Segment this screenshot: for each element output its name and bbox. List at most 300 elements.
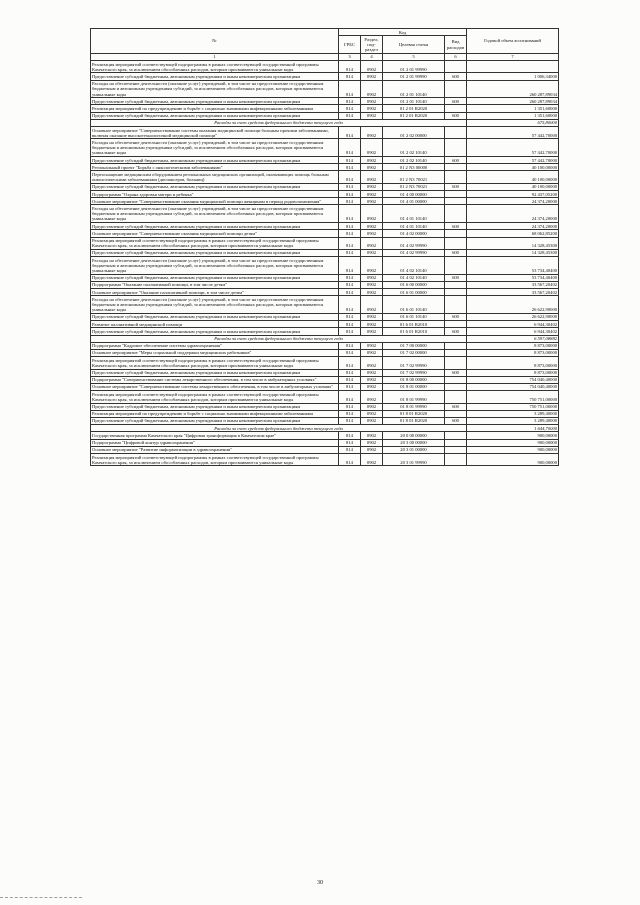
row-expense-type: 600 (445, 223, 467, 230)
row-section: 0902 (361, 376, 383, 383)
row-target-item: 01 8 01 R2020 (383, 417, 445, 424)
row-grbs: 814 (339, 98, 361, 105)
row-grbs: 814 (339, 281, 361, 288)
row-grbs: 814 (339, 446, 361, 453)
row-grbs: 814 (339, 296, 361, 314)
table-row (91, 223, 559, 230)
row-grbs: 814 (339, 230, 361, 237)
row-expense-type (445, 257, 467, 275)
row-expense-type (445, 191, 467, 198)
table-row (91, 369, 559, 376)
scan-edge-line (0, 897, 82, 899)
table-row (91, 391, 559, 403)
row-section: 0902 (361, 139, 383, 157)
row-section: 0902 (361, 171, 383, 183)
row-section: 0902 (361, 369, 383, 376)
row-name: Основное мероприятие "Совершенствование оказания медицинской помощи детям" (91, 230, 339, 237)
row-sum: 750 751,00000 (467, 403, 559, 410)
table-row (91, 157, 559, 164)
row-target-item: 01 2 N3 00000 (383, 164, 445, 171)
row-expense-type: 600 (445, 313, 467, 320)
row-name: Предоставление субсидий бюджетным, автономным учреждениям и иным некоммерческим организациям (91, 249, 339, 256)
row-expense-type (445, 237, 467, 249)
row-expense-type (445, 139, 467, 157)
row-section: 0902 (361, 257, 383, 275)
row-sum: 6 944,30402 (467, 328, 559, 335)
row-expense-type (445, 357, 467, 369)
row-grbs: 814 (339, 157, 361, 164)
header-index-6: 6 (445, 53, 467, 60)
row-expense-type (445, 198, 467, 205)
row-section: 0902 (361, 417, 383, 424)
row-sum: 40 100,00000 (467, 183, 559, 190)
row-name: Расходы на обеспечение деятельности (оказание услуг) учреждений, в том числе на предоставление государственным бюджетным и автономным учреждениям субсидий, за исключением обособленных расходов, которым присваиваются уникальные коды (91, 205, 339, 223)
table-row (91, 439, 559, 446)
row-grbs: 814 (339, 410, 361, 417)
row-grbs: 814 (339, 369, 361, 376)
row-section: 0902 (361, 230, 383, 237)
table-row (91, 164, 559, 171)
row-name: Развитие паллиативной медицинской помощи (91, 321, 339, 328)
row-target-item: 01 6 00 00000 (383, 281, 445, 288)
row-expense-type (445, 80, 467, 98)
row-section: 0902 (361, 73, 383, 80)
row-section: 0902 (361, 328, 383, 335)
row-section: 0902 (361, 342, 383, 349)
row-name: Основное мероприятие "Оказание паллиативной помощи, в том числе детям" (91, 289, 339, 296)
row-grbs: 814 (339, 73, 361, 80)
row-section: 0902 (361, 198, 383, 205)
federal-budget-note-row (91, 335, 559, 342)
row-target-item: 01 2 02 00000 (383, 127, 445, 139)
row-section: 0902 (361, 223, 383, 230)
row-name: Региональный проект "Борьба с онкологическими заболеваниями" (91, 164, 339, 171)
row-target-item: 01 4 02 10140 (383, 257, 445, 275)
row-grbs: 814 (339, 127, 361, 139)
note-sum: 675,80000 (467, 119, 559, 126)
row-expense-type (445, 164, 467, 171)
row-sum: 33 567,20402 (467, 289, 559, 296)
header-index-3: 3 (339, 53, 361, 60)
row-sum: 24 374,20000 (467, 198, 559, 205)
row-name: Реализация мероприятий по предупреждению и борьбе с социально значимыми инфекционными заболеваниями (91, 410, 339, 417)
row-section: 0902 (361, 432, 383, 439)
row-name: Предоставление субсидий бюджетным, автономным учреждениям и иным некоммерческим организациям (91, 98, 339, 105)
header-number: № (91, 29, 339, 54)
row-target-item: 01 4 00 00000 (383, 191, 445, 198)
federal-budget-note-row (91, 425, 559, 432)
row-expense-type (445, 454, 467, 466)
row-grbs: 814 (339, 191, 361, 198)
row-expense-type (445, 289, 467, 296)
row-name: Предоставление субсидий бюджетным, автономным учреждениям и иным некоммерческим организациям (91, 403, 339, 410)
row-name: Подпрограмма "Цифровой контур здравоохранения" (91, 439, 339, 446)
row-expense-type (445, 439, 467, 446)
table-row (91, 383, 559, 390)
row-name: Реализация мероприятий соответствующей подпрограммы в рамках соответствующей государственной программы Камчатского края, за исключением обособленных расходов, которым присваиваются уникальные коды (91, 454, 339, 466)
row-name: Предоставление субсидий бюджетным, автономным учреждениям и иным некоммерческим организациям (91, 369, 339, 376)
header-section: Раздел, под-раздел (361, 36, 383, 54)
header-annual-volume: Годовой объем ассигнований (467, 29, 559, 54)
row-name: Расходы на обеспечение деятельности (оказание услуг) учреждений, в том числе на предоставление государственным бюджетным и автономным учреждениям субсидий, за исключением обособленных расходов, которым присваиваются уникальные коды (91, 139, 339, 157)
table-row (91, 249, 559, 256)
row-sum: 26 622,90000 (467, 296, 559, 314)
row-target-item: 01 2 02 10140 (383, 139, 445, 157)
row-sum: 68 062,85200 (467, 230, 559, 237)
row-expense-type (445, 127, 467, 139)
row-expense-type: 600 (445, 98, 467, 105)
row-grbs: 814 (339, 171, 361, 183)
row-sum: 1 006,34000 (467, 73, 559, 80)
table-row (91, 80, 559, 98)
row-target-item: 01 2 N3 70021 (383, 183, 445, 190)
row-grbs: 814 (339, 376, 361, 383)
row-sum: 14 328,45300 (467, 249, 559, 256)
row-expense-type: 600 (445, 183, 467, 190)
table-row (91, 198, 559, 205)
row-name: Подпрограмма "Оказание паллиативной помощи, в том числе детям" (91, 281, 339, 288)
table-row (91, 342, 559, 349)
row-name: Расходы на обеспечение деятельности (оказание услуг) учреждений, в том числе на предоставление государственным бюджетным и автономным учреждениям субсидий, за исключением обособленных расходов, которым присваиваются уникальные коды (91, 257, 339, 275)
table-row (91, 105, 559, 112)
row-grbs: 814 (339, 417, 361, 424)
row-target-item: 01 6 01 10140 (383, 296, 445, 314)
row-section: 0902 (361, 249, 383, 256)
table-row (91, 171, 559, 183)
row-sum: 260 287,89034 (467, 98, 559, 105)
row-expense-type (445, 410, 467, 417)
row-sum: 57 442,70000 (467, 139, 559, 157)
row-name: Предоставление субсидий бюджетным, автономным учреждениям и иным некоммерческим организациям (91, 183, 339, 190)
table-row (91, 139, 559, 157)
row-expense-type (445, 205, 467, 223)
row-grbs: 814 (339, 237, 361, 249)
row-name: Расходы на обеспечение деятельности (оказание услуг) учреждений, в том числе на предоставление государственным бюджетным и автономным учреждениям субсидий, за исключением обособленных расходов, которым присваиваются уникальные коды (91, 80, 339, 98)
row-name: Реализация мероприятий соответствующей подпрограммы в рамках соответствующей государственной программы Камчатского края, за исключением обособленных расходов, которым присваиваются уникальные коды (91, 391, 339, 403)
row-section: 0902 (361, 410, 383, 417)
row-section: 0902 (361, 296, 383, 314)
row-name: Подпрограмма "Охрана здоровья матери и ребенка" (91, 191, 339, 198)
row-expense-type (445, 391, 467, 403)
row-target-item: 01 4 01 00000 (383, 198, 445, 205)
row-target-item: 01 2 01 99990 (383, 61, 445, 73)
table-row (91, 349, 559, 356)
row-section: 0902 (361, 383, 383, 390)
row-grbs: 814 (339, 274, 361, 281)
row-grbs: 814 (339, 105, 361, 112)
row-expense-type (445, 446, 467, 453)
page-number: 30 (317, 880, 323, 886)
row-target-item: 01 4 02 99990 (383, 249, 445, 256)
row-sum: 900,00000 (467, 432, 559, 439)
row-expense-type: 600 (445, 403, 467, 410)
row-expense-type (445, 296, 467, 314)
row-sum: 40 100,00000 (467, 164, 559, 171)
row-grbs: 814 (339, 289, 361, 296)
header-code-group: Код (339, 29, 467, 36)
table-row (91, 281, 559, 288)
row-grbs: 814 (339, 383, 361, 390)
table-row (91, 127, 559, 139)
row-grbs: 814 (339, 432, 361, 439)
row-target-item: 01 8 01 00000 (383, 383, 445, 390)
header-index-1: 1 (91, 53, 339, 60)
row-sum: 24 374,20000 (467, 205, 559, 223)
row-grbs: 814 (339, 205, 361, 223)
row-target-item: 01 8 01 R2020 (383, 410, 445, 417)
note-sum: 1 644,70000 (467, 425, 559, 432)
row-target-item: 20 3 00 00000 (383, 439, 445, 446)
row-section: 0902 (361, 439, 383, 446)
table-row (91, 446, 559, 453)
row-target-item: 01 6 01 R2010 (383, 321, 445, 328)
row-name: Предоставление субсидий бюджетным, автономным учреждениям и иным некоммерческим организациям (91, 157, 339, 164)
row-section: 0902 (361, 205, 383, 223)
row-expense-type (445, 321, 467, 328)
table-row (91, 454, 559, 466)
row-target-item: 20 3 01 99990 (383, 454, 445, 466)
row-section: 0902 (361, 105, 383, 112)
table-row (91, 313, 559, 320)
row-target-item: 01 6 01 10140 (383, 313, 445, 320)
row-expense-type: 600 (445, 73, 467, 80)
row-section: 0902 (361, 191, 383, 198)
row-section: 0902 (361, 183, 383, 190)
budget-table (90, 28, 559, 466)
row-sum: 754 040,40000 (467, 376, 559, 383)
row-name: Предоставление субсидий бюджетным, автономным учреждениям и иным некоммерческим организациям (91, 223, 339, 230)
table-body (91, 61, 559, 466)
table-row (91, 357, 559, 369)
table-row (91, 328, 559, 335)
row-sum: 900,00000 (467, 439, 559, 446)
row-expense-type (445, 432, 467, 439)
row-target-item: 01 6 01 R2010 (383, 328, 445, 335)
row-section: 0902 (361, 454, 383, 466)
row-grbs: 814 (339, 357, 361, 369)
row-name: Предоставление субсидий бюджетным, автономным учреждениям и иным некоммерческим организациям (91, 112, 339, 119)
row-expense-type (445, 349, 467, 356)
row-name: Реализация мероприятий соответствующей подпрограммы в рамках соответствующей государственной программы Камчатского края, за исключением обособленных расходов, которым присваиваются уникальные коды (91, 61, 339, 73)
row-target-item: 01 7 00 00000 (383, 342, 445, 349)
table-row (91, 237, 559, 249)
row-sum: 26 622,90000 (467, 313, 559, 320)
row-expense-type (445, 105, 467, 112)
row-name: Подпрограмма "Совершенствование системы лекарственного обеспечения, в том числе в амбулаторных условиях" (91, 376, 339, 383)
row-expense-type (445, 281, 467, 288)
row-grbs: 814 (339, 80, 361, 98)
table-header (91, 29, 559, 61)
table-row (91, 410, 559, 417)
table-row (91, 296, 559, 314)
row-target-item: 20 0 00 00000 (383, 432, 445, 439)
row-sum (467, 61, 559, 73)
table-row (91, 274, 559, 281)
row-grbs: 814 (339, 249, 361, 256)
table-row (91, 403, 559, 410)
table-row (91, 61, 559, 73)
row-grbs: 814 (339, 313, 361, 320)
row-name: Государственная программа Камчатского края "Цифровая трансформация в Камчатском крае" (91, 432, 339, 439)
row-target-item: 01 4 02 99990 (383, 237, 445, 249)
row-sum: 33 567,20402 (467, 281, 559, 288)
row-expense-type (445, 171, 467, 183)
row-sum: 900,00000 (467, 454, 559, 466)
row-name: Предоставление субсидий бюджетным, автономным учреждениям и иным некоммерческим организациям (91, 274, 339, 281)
row-target-item: 01 8 01 99990 (383, 391, 445, 403)
row-section: 0902 (361, 164, 383, 171)
row-name: Основное мероприятие "Совершенствование системы оказания медицинской помощи больным прочими заболеваниями, включая оказание высокотехнологичной медицинской помощи" (91, 127, 339, 139)
row-grbs: 814 (339, 328, 361, 335)
row-grbs: 814 (339, 349, 361, 356)
row-grbs: 814 (339, 454, 361, 466)
table-row (91, 112, 559, 119)
table-row (91, 257, 559, 275)
row-sum: 1 351,60000 (467, 105, 559, 112)
row-sum: 53 734,40400 (467, 274, 559, 281)
row-name: Реализация мероприятий соответствующей подпрограммы в рамках соответствующей государственной программы Камчатского края, за исключением обособленных расходов, которым присваиваются уникальные коды (91, 357, 339, 369)
row-target-item: 01 2 01 99990 (383, 73, 445, 80)
row-target-item: 01 2 01 10140 (383, 80, 445, 98)
row-section: 0902 (361, 274, 383, 281)
row-name: Предоставление субсидий бюджетным, автономным учреждениям и иным некоммерческим организациям (91, 313, 339, 320)
row-grbs: 814 (339, 139, 361, 157)
row-name: Основное мероприятие "Совершенствование оказания медицинской помощи женщинам в период родовспоможения" (91, 198, 339, 205)
row-target-item: 01 2 01 R2020 (383, 112, 445, 119)
table-row (91, 230, 559, 237)
row-target-item: 01 4 01 10140 (383, 205, 445, 223)
header-index-5: 5 (383, 53, 445, 60)
row-sum: 900,00000 (467, 446, 559, 453)
row-section: 0902 (361, 349, 383, 356)
row-section: 0902 (361, 112, 383, 119)
header-target-item: Целевая статья (383, 36, 445, 54)
row-sum: 57 442,70000 (467, 127, 559, 139)
row-sum: 8 873,00000 (467, 357, 559, 369)
row-grbs: 814 (339, 321, 361, 328)
row-sum: 6 944,30402 (467, 321, 559, 328)
row-target-item: 01 4 01 10140 (383, 223, 445, 230)
header-index-4: 4 (361, 53, 383, 60)
row-section: 0902 (361, 157, 383, 164)
row-grbs: 814 (339, 61, 361, 73)
row-name: Реализация мероприятий соответствующей подпрограммы в рамках соответствующей государственной программы Камчатского края, за исключением обособленных расходов, которым присваиваются уникальные коды (91, 237, 339, 249)
row-expense-type: 600 (445, 112, 467, 119)
row-name: Предоставление субсидий бюджетным, автономным учреждениям и иным некоммерческим организациям (91, 73, 339, 80)
row-target-item: 01 2 02 10140 (383, 157, 445, 164)
row-name: Предоставление субсидий бюджетным, автономным учреждениям и иным некоммерческим организациям (91, 328, 339, 335)
row-section: 0902 (361, 403, 383, 410)
header-grbs: ГРБС (339, 36, 361, 54)
row-sum: 3 289,40000 (467, 410, 559, 417)
row-expense-type (445, 342, 467, 349)
row-sum: 8 873,00000 (467, 369, 559, 376)
row-name: Основное мероприятие "Меры социальной поддержки медицинских работников" (91, 349, 339, 356)
row-target-item: 01 7 02 00000 (383, 349, 445, 356)
table-row (91, 73, 559, 80)
row-target-item: 01 2 N3 70021 (383, 171, 445, 183)
row-sum: 750 751,00000 (467, 391, 559, 403)
row-target-item: 01 8 01 99990 (383, 403, 445, 410)
row-grbs: 814 (339, 112, 361, 119)
row-section: 0902 (361, 313, 383, 320)
table-row (91, 432, 559, 439)
row-target-item: 01 6 01 00000 (383, 289, 445, 296)
table-row (91, 183, 559, 190)
row-sum: 8 873,00000 (467, 349, 559, 356)
row-expense-type (445, 376, 467, 383)
row-expense-type: 600 (445, 417, 467, 424)
table-row (91, 321, 559, 328)
row-name: Предоставление субсидий бюджетным, автономным учреждениям и иным некоммерческим организациям (91, 417, 339, 424)
row-sum: 754 040,40000 (467, 383, 559, 390)
row-name: Реализация мероприятий по предупреждению и борьбе с социально значимыми инфекционными заболеваниями (91, 105, 339, 112)
row-sum: 53 734,40400 (467, 257, 559, 275)
row-target-item: 01 4 02 10140 (383, 274, 445, 281)
row-target-item: 20 3 01 00000 (383, 446, 445, 453)
row-section: 0902 (361, 61, 383, 73)
row-grbs: 814 (339, 223, 361, 230)
row-target-item: 01 4 02 00000 (383, 230, 445, 237)
row-section: 0902 (361, 289, 383, 296)
row-name: Расходы на обеспечение деятельности (оказание услуг) учреждений, в том числе на предоставление государственным бюджетным и автономным учреждениям субсидий, за исключением обособленных расходов, которым присваиваются уникальные коды (91, 296, 339, 314)
row-grbs: 814 (339, 403, 361, 410)
row-section: 0902 (361, 237, 383, 249)
row-expense-type (445, 230, 467, 237)
row-expense-type (445, 383, 467, 390)
header-expense-type: Вид расходов (445, 36, 467, 54)
note-text: Расходы за счет средств федерального бюджета текущего года (91, 119, 467, 126)
row-sum: 1 351,60000 (467, 112, 559, 119)
row-section: 0902 (361, 446, 383, 453)
row-sum: 40 100,00000 (467, 171, 559, 183)
row-grbs: 814 (339, 198, 361, 205)
row-sum: 57 442,70000 (467, 157, 559, 164)
federal-budget-note-row (91, 119, 559, 126)
row-section: 0902 (361, 321, 383, 328)
row-grbs: 814 (339, 183, 361, 190)
row-sum: 3 289,40000 (467, 417, 559, 424)
row-target-item: 01 7 02 99990 (383, 357, 445, 369)
row-target-item: 01 7 02 99990 (383, 369, 445, 376)
row-section: 0902 (361, 357, 383, 369)
row-section: 0902 (361, 391, 383, 403)
table-row (91, 289, 559, 296)
note-text: Расходы за счет средств федерального бюджета текущего года (91, 335, 467, 342)
table-row (91, 417, 559, 424)
row-sum: 8 873,00000 (467, 342, 559, 349)
table-row (91, 191, 559, 198)
row-section: 0902 (361, 80, 383, 98)
row-name: Основное мероприятие "Развитие информатизации в здравоохранении" (91, 446, 339, 453)
row-expense-type (445, 61, 467, 73)
row-name: Основное мероприятие "Совершенствование системы лекарственного обеспечения, в том числе в амбулаторных условиях" (91, 383, 339, 390)
row-target-item: 01 8 00 00000 (383, 376, 445, 383)
row-grbs: 814 (339, 391, 361, 403)
table-row (91, 98, 559, 105)
row-expense-type: 600 (445, 369, 467, 376)
note-sum: 6 597,08882 (467, 335, 559, 342)
row-grbs: 814 (339, 342, 361, 349)
row-section: 0902 (361, 98, 383, 105)
note-text: Расходы за счет средств федерального бюджета текущего года (91, 425, 467, 432)
row-grbs: 814 (339, 439, 361, 446)
row-target-item: 01 2 01 R2020 (383, 105, 445, 112)
row-name: Переоснащение медицинским оборудованием региональных медицинских организаций, оказывающих помощь больным онкологическими заболеваниями (диспансеров, больниц) (91, 171, 339, 183)
row-target-item: 01 2 01 10140 (383, 98, 445, 105)
table-row (91, 376, 559, 383)
row-expense-type: 600 (445, 157, 467, 164)
